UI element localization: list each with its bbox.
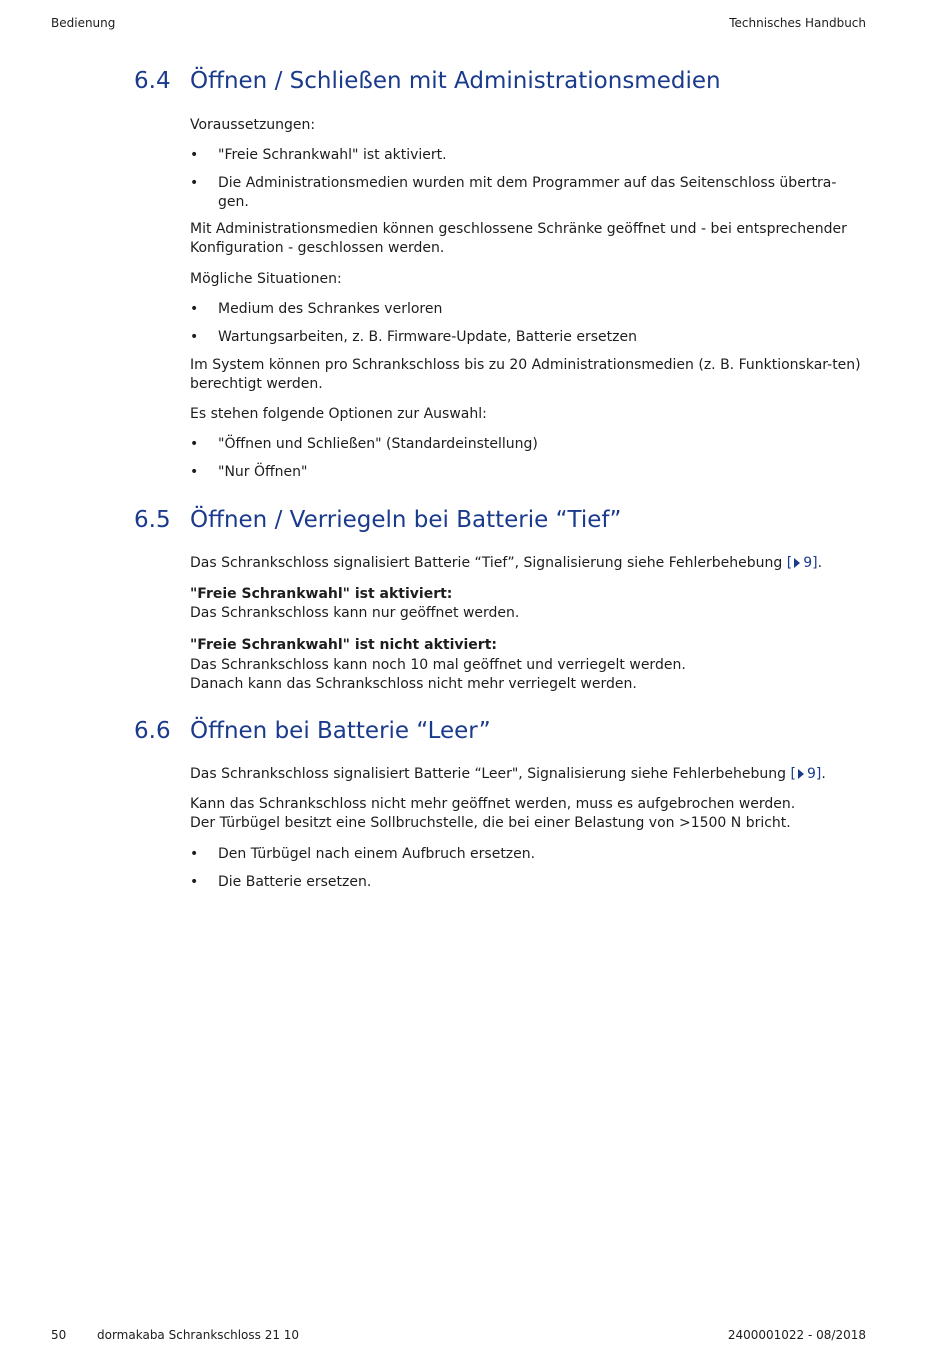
subheading: "Freie Schrankwahl" ist nicht aktiviert:: [190, 637, 497, 653]
options-label: Es stehen folgende Optionen zur Auswahl:: [190, 406, 487, 422]
bullet-marker: •: [190, 846, 199, 862]
section-title: Öffnen / Verriegeln bei Batterie “Tief”: [190, 507, 622, 533]
bullet-marker: •: [190, 147, 199, 163]
section-title: Öffnen bei Batterie “Leer”: [190, 718, 491, 744]
paragraph-text: Das Schrankschloss signalisiert Batterie “Leer", Signalisierung siehe Fehlerbehebung: [190, 766, 787, 782]
paragraph-end: .: [817, 555, 823, 571]
paragraph: [190, 765, 864, 784]
paragraph: Im System können pro Schrankschloss bis zu 20 Administrationsmedien (z. B. Funktionskar-ten) berechtigt werden.: [190, 357, 861, 392]
bullet-marker: •: [190, 175, 199, 191]
bullet-marker: •: [190, 436, 199, 452]
paragraph: Das Schrankschloss kann noch 10 mal geöffnet und verriegelt werden.: [190, 657, 686, 673]
paragraph: Danach kann das Schrankschloss nicht mehr verriegelt werden.: [190, 676, 637, 692]
list-item-text: "Freie Schrankwahl" ist aktiviert.: [218, 147, 447, 163]
paragraph: Das Schrankschloss kann nur geöffnet werden.: [190, 605, 520, 621]
paragraph: Kann das Schrankschloss nicht mehr geöffnet werden, muss es aufgebrochen werden.: [190, 796, 796, 812]
list-item-text: "Öffnen und Schließen" (Standardeinstellung): [218, 436, 538, 452]
paragraph-end: .: [821, 766, 826, 782]
bullet-marker: •: [190, 874, 199, 890]
section-title: Öffnen / Schließen mit Administrationsmedien: [190, 68, 721, 94]
bullet-marker: •: [190, 301, 199, 317]
page-reference: 9]: [806, 766, 822, 782]
subheading: "Freie Schrankwahl" ist aktiviert:: [190, 586, 453, 602]
list-item-text: Die Batterie ersetzen.: [218, 874, 372, 890]
prerequisites-label: Voraussetzungen:: [190, 117, 316, 133]
paragraph: Der Türbügel besitzt eine Sollbruchstelle, die bei einer Belastung von >1500 N bricht.: [190, 815, 791, 831]
section-number: 6.4: [134, 68, 171, 94]
bullet-marker: •: [190, 329, 199, 345]
paragraph: Mit Administrationsmedien können geschlossene Schränke geöffnet und - bei entsprechender Konfiguration - geschlossen werden.: [190, 221, 847, 256]
section-number: 6.6: [134, 718, 171, 744]
header-chapter: Bedienung: [51, 16, 116, 30]
bracket-open: [: [786, 555, 793, 571]
list-item-text: "Nur Öffnen": [218, 464, 308, 480]
situations-label: Mögliche Situationen:: [190, 271, 342, 287]
list-item-text: Die Administrationsmedien wurden mit dem Programmer auf das Seitenschloss übertra-gen.: [218, 175, 837, 210]
header-doc-type: Technisches Handbuch: [729, 16, 866, 30]
list-item-text: Den Türbügel nach einem Aufbruch ersetzen.: [218, 846, 536, 862]
arrow-right-icon: [798, 769, 804, 779]
cross-reference-link[interactable]: [790, 766, 821, 782]
arrow-right-icon: [794, 558, 800, 568]
paragraph-text: Das Schrankschloss signalisiert Batterie “Tief”, Signalisierung siehe Fehlerbehebung: [190, 555, 783, 571]
bullet-marker: •: [190, 464, 199, 480]
page-number: 50: [51, 1328, 67, 1342]
paragraph: [190, 554, 864, 573]
document-code: 2400001022 - 08/2018: [727, 1328, 866, 1342]
list-item-text: Medium des Schrankes verloren: [218, 301, 443, 317]
document-name: dormakaba Schrankschloss 21 10: [97, 1328, 300, 1342]
cross-reference-link[interactable]: [787, 555, 818, 571]
bracket-open: [: [790, 766, 796, 782]
list-item-text: Wartungsarbeiten, z. B. Firmware-Update, Batterie ersetzen: [218, 329, 637, 345]
section-number: 6.5: [134, 507, 171, 533]
page-reference: 9]: [803, 555, 818, 571]
